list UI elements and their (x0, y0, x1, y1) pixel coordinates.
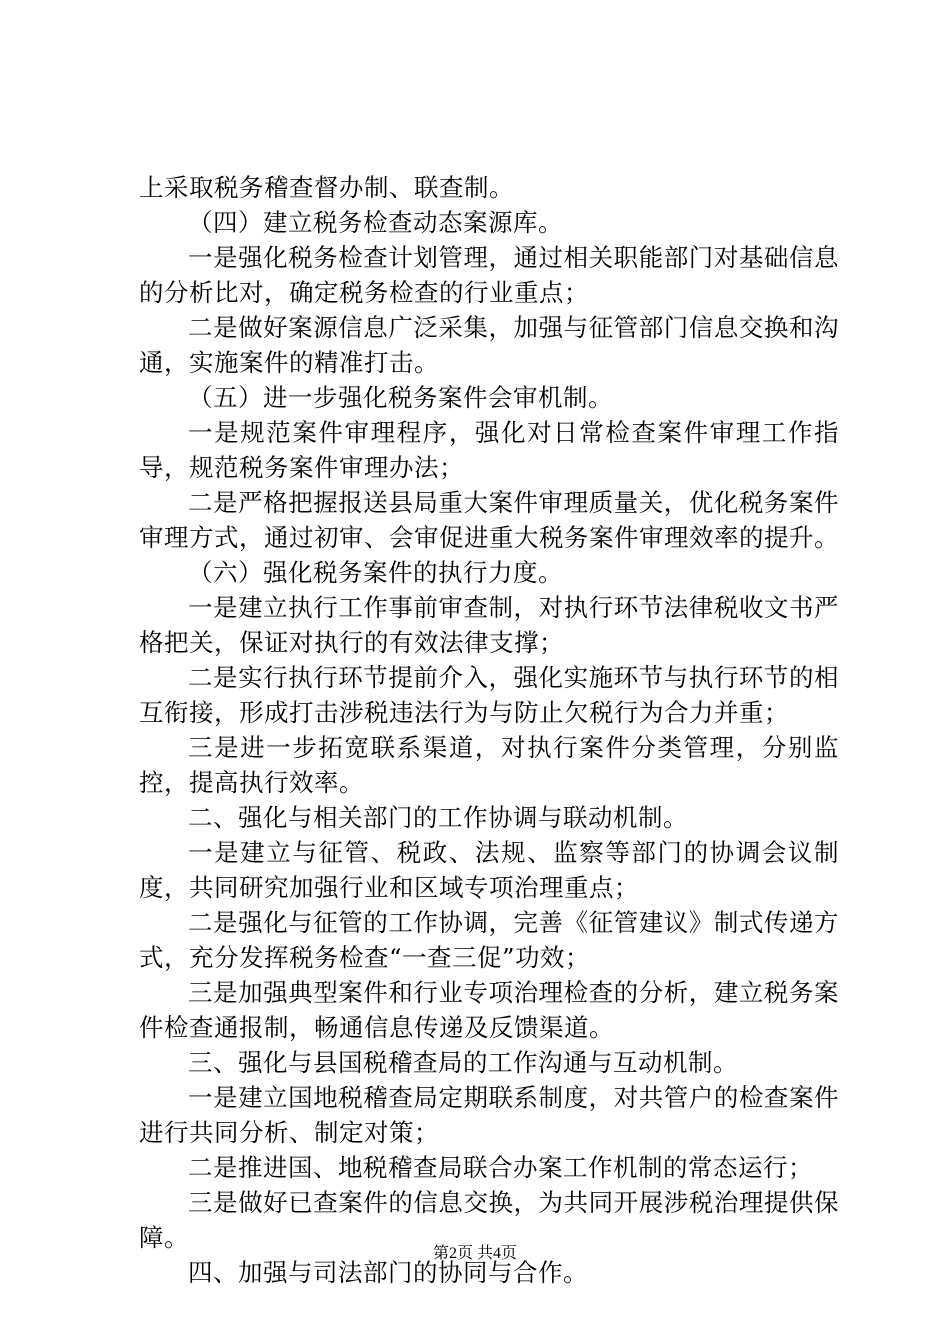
paragraph: 一是强化税务检查计划管理，通过相关职能部门对基础信息的分析比对，确定税务检查的行业重点； (139, 243, 839, 307)
paragraph: 一是建立国地税稽查局定期联系制度，对共管户的检查案件进行共同分析、制定对策； (139, 1083, 839, 1147)
section-heading-4: （四）建立税务检查动态案源库。 (188, 208, 563, 237)
section-heading-6: （六）强化税务案件的执行力度。 (188, 558, 563, 587)
paragraph: 三是进一步拓宽联系渠道，对执行案件分类管理，分别监控，提高执行效率。 (139, 733, 839, 797)
paragraph: 二是推进国、地税稽查局联合办案工作机制的常态运行； (188, 1153, 813, 1182)
paragraph: 二是做好案源信息广泛采集，加强与征管部门信息交换和沟通，实施案件的精准打击。 (139, 313, 839, 377)
section-heading-2: 二、强化与相关部门的工作协调与联动机制。 (188, 803, 688, 832)
paragraph-continuation: 上采取税务稽查督办制、联查制。 (139, 173, 514, 202)
section-heading-4-main: 四、加强与司法部门的协同与合作。 (188, 1258, 588, 1287)
section-heading-3: 三、强化与县国税稽查局的工作沟通与互动机制。 (188, 1048, 738, 1077)
paragraph: 三是做好已查案件的信息交换，为共同开展涉税治理提供保障。 (139, 1188, 839, 1252)
paragraph: 一是建立与征管、税政、法规、监察等部门的协调会议制度，共同研究加强行业和区域专项治理重点； (139, 838, 839, 902)
paragraph: 一是建立执行工作事前审查制，对执行环节法律税收文书严格把关，保证对执行的有效法律支撑； (139, 593, 839, 657)
paragraph: 二是严格把握报送县局重大案件审理质量关，优化税务案件审理方式，通过初审、会审促进重大税务案件审理效率的提升。 (139, 488, 839, 552)
page-number-footer: 第2页 共4页 (432, 1245, 517, 1262)
paragraph: 三是加强典型案件和行业专项治理检查的分析，建立税务案件检查通报制，畅通信息传递及反馈渠道。 (139, 978, 839, 1042)
paragraph: 一是规范案件审理程序，强化对日常检查案件审理工作指导，规范税务案件审理办法； (139, 418, 839, 482)
paragraph: 二是强化与征管的工作协调，完善《征管建议》制式传递方式，充分发挥税务检查“一查三促”功效； (139, 908, 839, 972)
section-heading-5: （五）进一步强化税务案件会审机制。 (188, 383, 613, 412)
document-body (139, 170, 839, 1290)
paragraph: 二是实行执行环节提前介入，强化实施环节与执行环节的相互衔接，形成打击涉税违法行为与防止欠税行为合力并重； (139, 663, 839, 727)
